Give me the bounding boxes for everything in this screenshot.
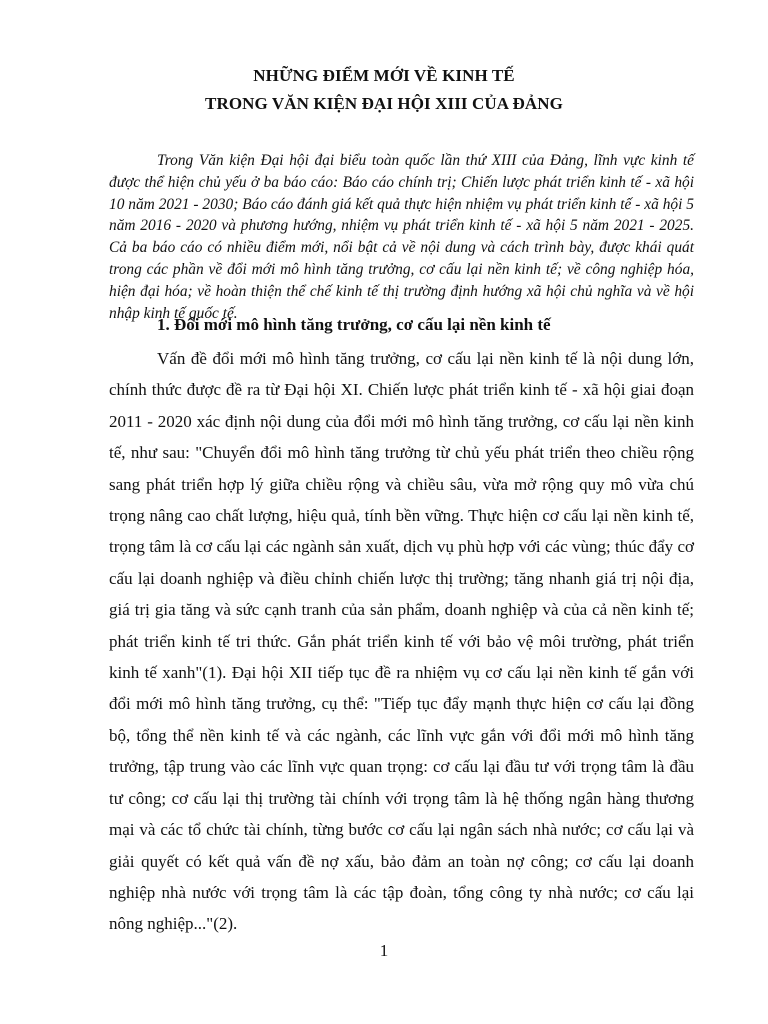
document-title-line-1: NHỮNG ĐIỂM MỚI VỀ KINH TẾ [253, 66, 515, 85]
page-number: 1 [379, 941, 389, 960]
section-1-paragraph: Vấn đề đổi mới mô hình tăng trưởng, cơ cấu lại nền kinh tế là nội dung lớn, chính thức được đề ra từ Đại hội XI. Chiến lược phát triển kinh tế - xã hội giai đoạn 2011 - 2020 xác định nội dung của đổi mới mô hình tăng trưởng, cơ cấu lại nền kinh tế, như sau: "Chuyển đổi mô hình tăng trưởng từ chủ yếu phát triển theo chiều rộng sang phát triển hợp lý giữa chiều rộng và chiều sâu, vừa mở rộng quy mô vừa chú trọng nâng cao chất lượng, hiệu quả, tính bền vững. Thực hiện cơ cấu lại nền kinh tế, trọng tâm là cơ cấu lại các ngành sản xuất, dịch vụ phù hợp với các vùng; thúc đẩy cơ cấu lại doanh nghiệp và điều chỉnh chiến lược thị trường; tăng nhanh giá trị nội địa, giá trị gia tăng và sức cạnh tranh của sản phẩm, doanh nghiệp và của cả nền kinh tế; phát triển kinh tế tri thức. Gắn phát triển kinh tế với bảo vệ môi trường, phát triển kinh tế xanh"(1). Đại hội XII tiếp tục đề ra nhiệm vụ cơ cấu lại nền kinh tế gắn với đổi mới mô hình tăng trưởng, cụ thể: "Tiếp tục đẩy mạnh thực hiện cơ cấu lại đồng bộ, tổng thể nền kinh tế và các ngành, các lĩnh vực gắn với đổi mới mô hình tăng trưởng, tập trung vào các lĩnh vực quan trọng: cơ cấu lại đầu tư với trọng tâm là đầu tư công; cơ cấu lại thị trường tài chính với trọng tâm là hệ thống ngân hàng thương mại và các tổ chức tài chính, từng bước cơ cấu lại ngân sách nhà nước; cơ cấu lại và giải quyết có kết quả vấn đề nợ xấu, bảo đảm an toàn nợ công; cơ cấu lại doanh nghiệp nhà nước với trọng tâm là các tập đoàn, tổng công ty nhà nước; cơ cấu lại nông nghiệp..."(2). [109, 349, 694, 934]
abstract-paragraph: Trong Văn kiện Đại hội đại biểu toàn quốc lần thứ XIII của Đảng, lĩnh vực kinh tế được thể hiện chủ yếu ở ba báo cáo: Báo cáo chính trị; Chiến lược phát triển kinh tế - xã hội 10 năm 2021 - 2030; Báo cáo đánh giá kết quả thực hiện nhiệm vụ phát triển kinh tế - xã hội 5 năm 2016 - 2020 và phương hướng, nhiệm vụ phát triển kinh tế - xã hội 5 năm 2021 - 2025. Cả ba báo cáo có nhiều điểm mới, nổi bật cả về nội dung và cách trình bày, được khái quát trong các phần về đổi mới mô hình tăng trưởng, cơ cấu lại nền kinh tế; về công nghiệp hóa, hiện đại hóa; về hoàn thiện thể chế kinh tế thị trường định hướng xã hội chủ nghĩa và về hội nhập kinh tế quốc tế. [109, 152, 694, 322]
section-1-heading: 1. Đổi mới mô hình tăng trưởng, cơ cấu lại nền kinh tế [157, 315, 551, 334]
document-title-line-2: TRONG VĂN KIỆN ĐẠI HỘI XIII CỦA ĐẢNG [205, 94, 563, 113]
